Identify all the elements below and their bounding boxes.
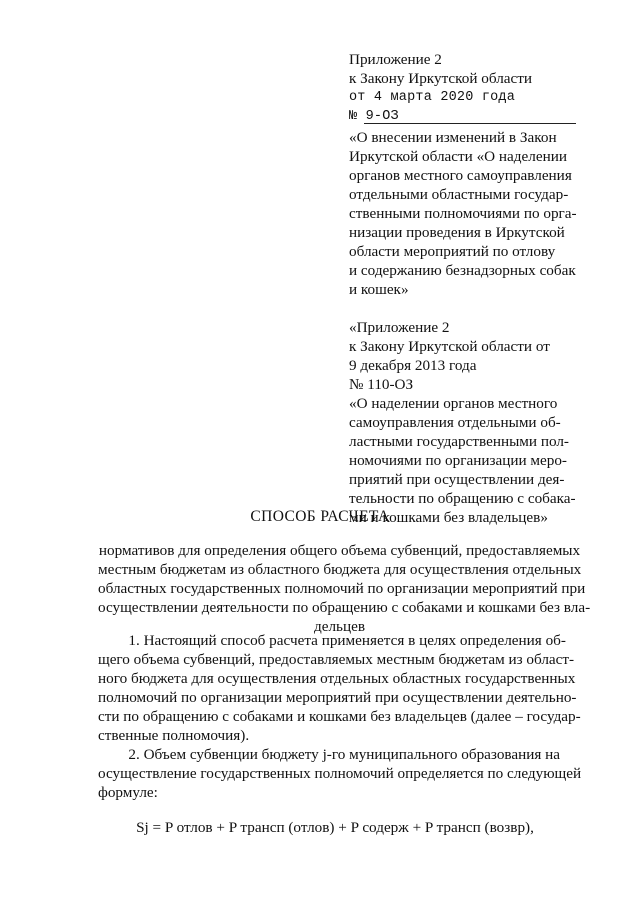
body-line: формуле: [98,784,158,801]
appendix-number: Приложение 2 [349,51,442,68]
subtitle-line: нормативов для определения общего объема субвенций, предоставляемых [98,542,581,559]
body-line: осуществление государственных полномочий определяется по следующей [98,765,582,782]
orig-line: самоуправления отдельными об- [349,414,561,431]
orig-line: номочиями по организации меро- [349,452,567,469]
body-line: 2. Объем субвенции бюджету j-го муниципального образования на [98,746,561,763]
orig-line: ластными государственными пол- [349,433,569,450]
subtitle-line: осуществлении деятельности по обращению с собаками и кошками без вла- [98,599,591,616]
amend-line: области мероприятий по отлову [349,243,556,260]
orig-line: 9 декабря 2013 года [349,357,477,374]
orig-line: № 110-ОЗ [349,376,414,393]
orig-line: приятий при осуществлении дея- [349,471,565,488]
body-line: ственные полномочия). [98,727,250,744]
orig-line: «О наделении органов местного [349,395,558,412]
amend-line: низации проведения в Иркутской [349,224,565,241]
body-line: сти по обращению с собаками и кошками без владельцев (далее – государ- [98,708,581,725]
subtitle-line: местным бюджетам из областного бюджета для осуществления отдельных [98,561,582,578]
orig-line: ми и кошками без владельцев» [349,509,548,526]
orig-line: «Приложение 2 [349,319,450,336]
document-subtitle [98,541,591,636]
paragraph-1 [98,631,583,745]
subtitle-line: дельцев [313,618,365,635]
body-line: щего объема субвенций, предоставляемых местным бюджетам из област- [98,651,575,668]
amend-line: ственными полномочиями по орга- [349,205,577,222]
amend-line: отдельными областными государ- [349,186,569,203]
amend-line: органов местного самоуправления [349,167,572,184]
amend-line: и кошек» [349,281,409,298]
document-body [98,631,583,802]
body-line: полномочий по организации мероприятий при осуществлении деятельно- [98,689,577,706]
orig-line: тельности по обращению с собака- [349,490,576,507]
amend-line: «О внесении изменений в Закон [349,129,557,146]
paragraph-2 [98,745,583,802]
appendix-law-ref: к Закону Иркутской области [349,70,533,87]
document-title: СПОСОБ РАСЧЕТА [250,508,390,525]
appendix-law-number: № 9-ОЗ [349,109,399,124]
formula: Sj = P отлов + P трансп (отлов) + P содерж + P трансп (возвр), [136,819,534,836]
body-line: 1. Настоящий способ расчета применяется в целях определения об- [98,632,566,649]
body-line: ного бюджета для осуществления отдельных областных государственных [98,670,576,687]
orig-line: к Закону Иркутской области от [349,338,550,355]
amend-line: Иркутской области «О наделении [349,148,567,165]
appendix-date: от 4 марта 2020 года [349,90,516,105]
appendix-header [349,50,584,527]
amend-line: и содержанию безнадзорных собак [349,262,576,279]
subtitle-line: областных государственных полномочий по организации мероприятий при [98,580,586,597]
